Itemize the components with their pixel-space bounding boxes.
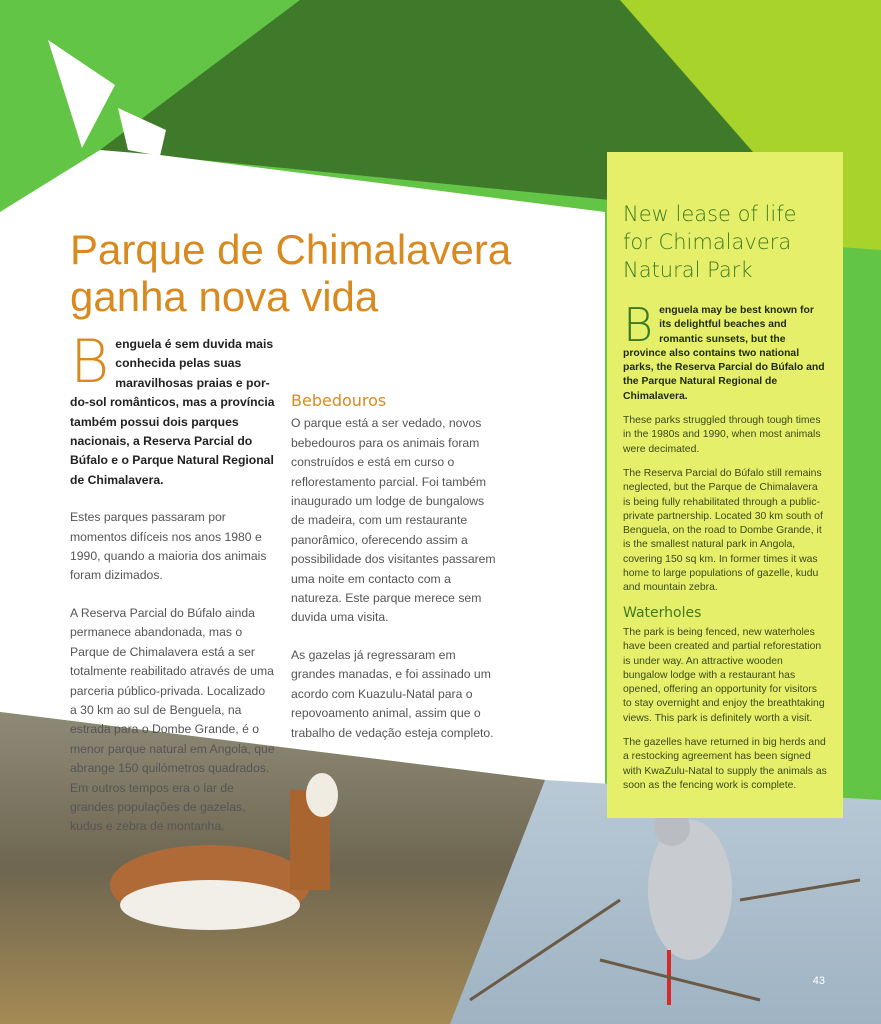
page-number: 43 — [812, 975, 825, 987]
article-column-2 — [291, 333, 501, 761]
sidebar-paragraph: The gazelles have returned in big herds and a restocking agreement has been signed with KwaZulu-Natal to supply the animals as soon as the fencing work is complete. — [623, 737, 827, 791]
article-paragraph: Estes parques passaram por momentos difíceis nos anos 1980 e 1990, quando a maioria dos animais foram dizimados. — [70, 510, 267, 583]
english-sidebar — [607, 152, 843, 818]
article-paragraph: As gazelas já regressaram em grandes manadas, e foi assinado um acordo com Kuazulu-Natal para o repovoamento animal, assim que o trabalho de vedação esteja completo. — [291, 647, 494, 740]
article-paragraph: A Reserva Parcial do Búfalo ainda permanece abandonada, mas o Parque de Chimalavera está a ser totalmente reabilitado através de uma parceria público-privada. Localizado a 30 km ao sul de Benguela, na estrada para o Dombe Grande, é o menor parque natural em Angola, que abrange 150 quilómetros quadrados. Em outros tempos era o lar de grandes populações de gazelas, kudus e zebra de montanha. — [70, 605, 275, 834]
sidebar-title: New lease of life for Chimalavera Natural Park — [623, 202, 797, 282]
sidebar-subheading: Waterholes — [623, 604, 702, 621]
article-title: Parque de Chimalavera ganha nova vida — [70, 226, 512, 320]
sidebar-paragraph: These parks struggled through tough times in the 1980s and 1990, when most animals were decimated. — [623, 415, 821, 455]
article-lead: enguela é sem duvida mais conhecida pelas suas maravilhosas praias e por-do-sol românticos, mas a província também possui dois parques nacionais, a Reserva Parcial do Búfalo e o Parque Natural Regional de Chimalavera. — [70, 337, 275, 487]
drop-cap: B — [623, 298, 654, 352]
article-subheading: Bebedouros — [291, 391, 387, 410]
sidebar-paragraph: The park is being fenced, new waterholes have been created and partial reforestation is under way. An attractive wooden bungalow lodge with a restaurant has opened, offering an opportunity for visitors to stay overnight and enjoy the breathtaking views. This park is definitely worth a visit. — [623, 626, 825, 724]
sidebar-lead: enguela may be best known for its delightful beaches and romantic sunsets, but the province also contains two national parks, the Reserva Parcial do Búfalo and the Parque Natural Regional de Chimalavera. — [623, 305, 825, 402]
article-paragraph: O parque está a ser vedado, novos bebedouros para os animais foram construídos e está em curso o reflorestamento parcial. Foi também inaugurado um lodge de bungalows de madeira, com um restaurante panorâmico, oferecendo assim a possibilidade dos visitantes passarem uma noite em contacto com a natureza. Este parque merece sem duvida uma visita. — [291, 416, 496, 625]
sidebar-paragraph: The Reserva Parcial do Búfalo still remains neglected, but the Parque de Chimalavera is being fully rehabilitated through a public-private partnership. Located 30 km south of Benguela, on the road to Dombe Grande, it is the smallest natural park in Angola, covering 150 sq km. In former times it was home to large populations of gazelle, kudu and mountain zebra. — [623, 467, 823, 594]
article-column-1 — [70, 327, 275, 855]
drop-cap: B — [70, 327, 110, 397]
